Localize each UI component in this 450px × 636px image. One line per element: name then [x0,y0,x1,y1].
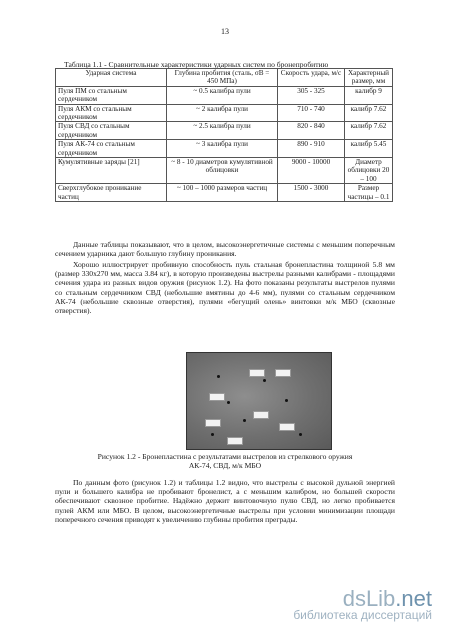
table-cell: Пуля АКМ со стальным сердечником [56,104,167,122]
table-cell: калибр 9 [345,86,393,104]
bullet-hole [263,379,266,382]
armor-plate-photo [186,352,332,450]
table-cell: ~ 2.5 калибра пули [167,122,278,140]
label-tag [253,411,269,419]
table-cell: ~ 100 – 1000 размеров частиц [167,184,278,202]
table-cell: 710 - 740 [278,104,345,122]
page-number: 13 [221,27,229,36]
table-cell: ~ 2 калибра пули [167,104,278,122]
table-header: Глубина пробития (сталь, σB = 450 МПа) [167,69,278,87]
paragraph-3: По данным фото (рисунок 1.2) и таблицы 1.2 видно, что выстрелы с высокой дульной энергией пули и большего калибра не пробивают бронелист, а с меньшим калибром, но большей скорости обеспечивают сквозное пробитие. Надёжно держит винтовочную пулю СВД, но легко пробивается пулей АКМ или МБО. В целом, высокоэнергетичные выстрелы при условии минимизации площади поперечного сечения приводят к увеличению глубины пробития преграды. [55,478,395,524]
table-cell: 820 - 840 [278,122,345,140]
table-row [56,86,393,104]
label-tag [205,419,221,427]
table-cell: Пуля СВД со стальным сердечником [56,122,167,140]
table-row [56,184,393,202]
table-cell: 890 - 910 [278,140,345,158]
table-row [56,140,393,158]
table-cell: Пуля АК-74 со стальным сердечником [56,140,167,158]
table-cell: калибр 5.45 [345,140,393,158]
paragraph-2: Хорошо иллюстрирует пробивную способность пуль стальная бронепластина толщиной 5.8 мм (размер 330х270 мм, масса 3.84 кг), в которую произведены выстрелы разными калибрами - площадями сечения удара из разных видов оружия (рисунок 1.2). На фото показаны результаты выстрелов пулями со стальным сердечником СВД (небольшие вмятины до 4-6 мм), пулями со стальным сердечником АК-74 (небольшие сквозные отверстия), пулями «бегущий олень» винтовки м/к МБО (сквозные отверстия). [55,260,395,316]
label-tag [227,437,243,445]
label-tag [249,369,265,377]
table-caption: Таблица 1.1 - Сравнительные характеристики ударных систем по бронепробитию [64,60,329,69]
table-cell: 9000 - 10000 [278,158,345,184]
label-tag [275,369,291,377]
watermark-subtitle: библиотека диссертаций [293,608,432,622]
table-cell: ~ 3 калибра пули [167,140,278,158]
table-cell: калибр 7.62 [345,104,393,122]
bullet-hole [285,399,288,402]
table-cell: Пуля ПМ со стальным сердечником [56,86,167,104]
dslib-watermark [293,586,432,622]
table-row [56,122,393,140]
table-row [56,104,393,122]
comparison-table [55,68,393,202]
bullet-hole [299,433,302,436]
label-tag [279,423,295,431]
table-header: Скорость удара, м/с [278,69,345,87]
table-cell: ~ 8 - 10 диаметров кумулятивной облицовки [167,158,278,184]
table-cell: калибр 7.62 [345,122,393,140]
label-tag [209,393,225,401]
watermark-logo: dsLib.net [342,586,432,611]
table-cell: Сверхглубокое проникание частиц [56,184,167,202]
table-cell: ~ 0.5 калибра пули [167,86,278,104]
bullet-hole [217,375,220,378]
paragraph-1: Данные таблицы показывают, что в целом, высокоэнергетичные системы с меньшим поперечным сечением ударника дают большую глубину проникания. [55,240,395,259]
table-cell: Диаметр облицовки 20 – 100 [345,158,393,184]
table-header: Характерный размер, мм [345,69,393,87]
table-cell: 305 - 325 [278,86,345,104]
table-row [56,158,393,184]
bullet-hole [243,419,246,422]
table-header: Ударная система [56,69,167,87]
table-cell: 1500 - 3000 [278,184,345,202]
table-cell: Размер частицы – 0.1 [345,184,393,202]
table-header-row [56,69,393,87]
table-cell: Кумулятивные заряды [21] [56,158,167,184]
figure-caption: Рисунок 1.2 - Бронепластина с результатами выстрелов из стрелкового оружия АК-74, СВД, м/к МБО [97,452,353,470]
bullet-hole [211,433,214,436]
bullet-hole [227,401,230,404]
